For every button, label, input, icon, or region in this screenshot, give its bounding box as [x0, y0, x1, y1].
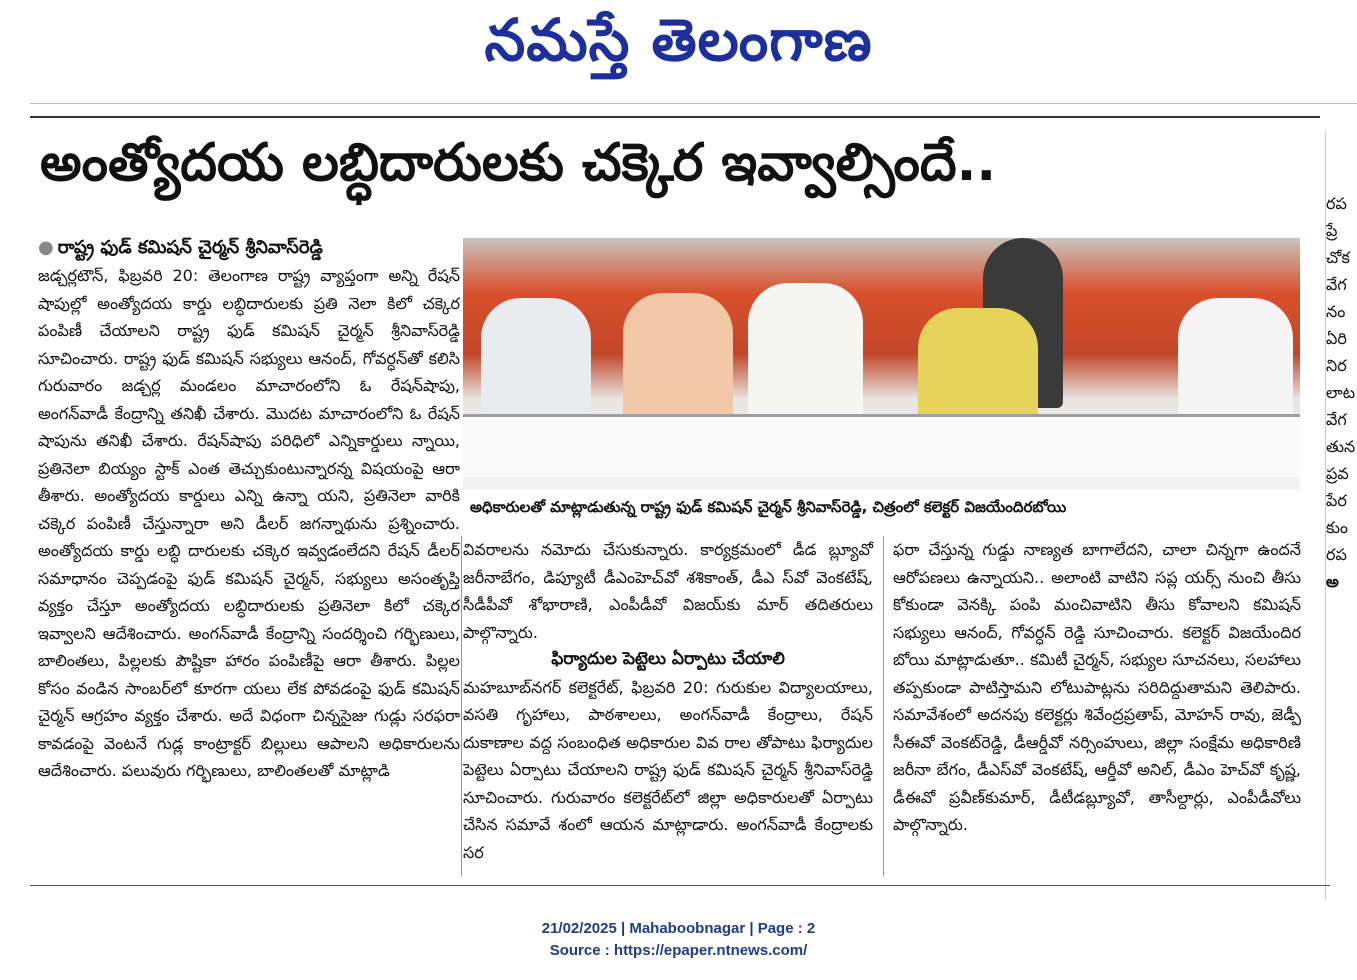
article-headline: అంత్యోదయ లబ్ధిదారులకు చక్కెర ఇవ్వాల్సిందే..: [40, 133, 997, 193]
photo-person-3: [748, 283, 863, 428]
fragment-line: రప: [1326, 545, 1347, 564]
column-2-text-a: వివరాలను నమోదు చేసుకున్నారు. కార్యక్రమంలో డీడ బ్ల్యూవో జరీనాబేగం, డిప్యూటీ డీఎంహెచ్‌వో శశికాంత్, డీఎ స్‌వో వెంకటేష్, సీడీపీవో శోభారాణి, ఎంపీడీవో విజయ్‌కు మార్ తదితరులు పాల్గొన్నారు.: [463, 540, 873, 642]
top-divider: [30, 103, 1357, 110]
page-footer: [0, 918, 1357, 962]
photo-person-5: [1178, 298, 1293, 433]
fragment-line: కుం: [1326, 518, 1349, 537]
article-photo: [463, 238, 1300, 490]
fragment-line: చోక: [1326, 248, 1350, 267]
column-divider-1: [461, 536, 462, 876]
photo-person-1: [481, 298, 591, 428]
photo-table: [463, 414, 1300, 477]
fragment-line: వేగ: [1326, 410, 1347, 429]
subhead-text: రాష్ట్ర ఫుడ్ కమిషన్ చైర్మన్ శ్రీనివాస్‌రెడ్డి: [57, 237, 323, 258]
masthead: [0, 0, 1357, 95]
fragment-line: నిర: [1326, 356, 1347, 375]
newspaper-logo: నమస్తే తెలంగాణ: [484, 6, 873, 74]
headline-rule: [30, 116, 1320, 118]
photo-person-2: [623, 293, 733, 428]
fragment-line: నం: [1326, 302, 1346, 321]
column-2-text-b: మహబూబ్‌నగర్ కలెక్టరేట్, ఫిబ్రవరి 20: గురుకుల విద్యాలయాలు, వసతి గృహాలు, పాఠశాలలు, అంగన్‌వాడీ కేంద్రాలు, రేషన్ దుకాణాల వద్ద సంబంధిత అధికారుల వివ రాల తోపాటు ఫిర్యాదుల పెట్టెలు ఏర్పాటు చేయాలని రాష్ట్ర ఫుడ్ కమిషన్ చైర్మన్ శ్రీనివాస్‌రెడ్డి సూచించారు. గురువారం కలెక్టరేట్‌లో జిల్లా అధికారులతో ఏర్పాటు చేసిన సమావే శంలో ఆయన మాట్లాడారు. అంగన్‌వాడీ కేంద్రాలకు సర: [463, 677, 873, 862]
bullet-icon: ●: [38, 237, 54, 258]
fragment-line: అ: [1326, 572, 1339, 591]
column-2-subhead: ఫిర్యాదుల పెట్టెలు ఏర్పాటు చేయాలి: [551, 649, 785, 669]
article-column-2: [463, 536, 873, 866]
fragment-line: ప్రవ: [1326, 464, 1349, 483]
fragment-line: వేగ: [1326, 275, 1347, 294]
fragment-line: లాట: [1326, 383, 1356, 402]
article-subhead: [38, 237, 323, 262]
photo-caption: అధికారులతో మాట్లాడుతున్న రాష్ట్ర ఫుడ్ కమిషన్ చైర్మన్ శ్రీనివాస్‌రెడ్డి, చిత్రంలో కలెక్టర్ విజయేందిరబోయి: [470, 498, 1067, 516]
fragment-line: ఏరి: [1326, 329, 1347, 348]
fragment-line: ప్రే: [1326, 221, 1338, 240]
fragment-line: తున: [1326, 437, 1356, 456]
article-column-3: ఫరా చేస్తున్న గుడ్డు నాణ్యత బాగాలేదని, చాలా చిన్నగా ఉందనే ఆరోపణలు ఉన్నాయని.. అలాంటి వాటిని సప్ల యర్స్ నుంచి తీసు కోకుండా వెనక్కి పంపి మంచివాటిని తీసు కోవాలని కమిషన్ సభ్యులు ఆనంద్, గోవర్ధన్ రెడ్డి సూచించారు. కలెక్టర్ విజయేందిర బోయి మాట్లాడుతూ.. కమిటీ చైర్మన్, సభ్యుల సూచనలు, సలహాలు తప్పకుండా పాటిస్తామని లోటుపాట్లను సరిదిద్దుతామని తెలిపారు. సమావేశంలో అదనపు కలెక్టర్లు శివేంద్రప్రతాప్, మోహన్ రావు, జెడ్పీ సీఈవో వెంకట్‌రెడ్డి, డీఆర్డీవో నర్సింహులు, జిల్లా సంక్షేమ అధికారిణి జరీనా బేగం, డీఎస్‌వో వెంకటేష్, ఆర్డీవో అనిల్, డీఎం హెచ్‌వో కృష్ణ, డీఈవో ప్రవీణ్‌కుమార్, డీటీడబ్ల్యూవో, తాసీల్దార్లు, ఎంపీడీవోలు పాల్గొన్నారు.: [893, 540, 1301, 834]
fragment-line: పేర: [1326, 491, 1347, 510]
column-divider-2: [883, 536, 884, 876]
bottom-rule: [30, 885, 1330, 886]
article-column-1: జడ్చర్లటౌన్, ఫిబ్రవరి 20: తెలంగాణ రాష్ట్ర వ్యాప్తంగా అన్ని రేషన్ షాపుల్లో అంత్యోదయ కార్డు లబ్ధిదారులకు ప్రతి నెలా కిలో చక్కెర పంపిణీ చేయాలని రాష్ట్ర ఫుడ్ కమిషన్ చైర్మన్ శ్రీనివాస్‌రెడ్డి సూచించారు. రాష్ట్ర ఫుడ్ కమిషన్ సభ్యులు ఆనంద్, గోవర్ధన్‌తో కలిసి గురువారం జడ్చర్ల మండలం మాచారంలోని ఓ రేషన్‌షాపు, అంగన్‌వాడీ కేంద్రాన్ని తనిఖీ చేశారు. మొదట మాచారంలోని ఓ రేషన్ షాపును తనిఖీ చేశారు. రేషన్‌షాపు పరిధిలో ఎన్నికార్డులు న్నాయి, ప్రతినెలా బియ్యం స్టాక్ ఎంత తెచ్చుకుంటున్నారన్న విషయంపై ఆరా తీశారు. అంత్యోదయ కార్డులు ఎన్ని ఉన్నా యని, ప్రతినెలా వారికి చక్కెర పంపిణీ చేస్తున్నారా అని డీలర్ జగన్నాథును ప్రశ్నించారు. అంత్యోదయ కార్డు లబ్ధి దారులకు చక్కెర ఇవ్వడంలేదని రేషన్ డీలర్ సమాధానం చెప్పడంపై ఫుడ్ కమిషన్ చైర్మన్, సభ్యులు అసంతృప్తి వ్యక్తం చేస్తూ అంత్యోదయ లబ్ధిదారులకు ప్రతినెలా కిలో చక్కెర ఇవ్వాలని ఆదేశించారు. అంగన్‌వాడీ కేంద్రాన్ని సందర్శించి గర్భిణులు, బాలింతలు, పిల్లలకు పౌష్టికా హారం పంపిణీపై ఆరా తీశారు. పిల్లల కోసం వండిన సాంబర్‌లో కూరగా యలు లేక పోవడంపై ఫుడ్ కమిషన్ చైర్మన్ ఆగ్రహం వ్యక్తం చేశారు. అదే విధంగా చిన్నసైజు గుడ్లు సరఫరా కావడంపై వెంటనే గుడ్ల కాంట్రాక్టర్ బిల్లులు ఆపాలని అధికారులను ఆదేశించారు. పలువురు గర్భిణులు, బాలింతలతో మాట్లాడి: [38, 266, 460, 780]
footer-source-link[interactable]: Source : https://epaper.ntnews.com/: [549, 942, 808, 959]
adjacent-article-fragment: [1325, 130, 1357, 900]
footer-date-page: 21/02/2025 | Mahaboobnagar | Page : 2: [541, 920, 816, 937]
fragment-line: రప: [1326, 194, 1347, 213]
